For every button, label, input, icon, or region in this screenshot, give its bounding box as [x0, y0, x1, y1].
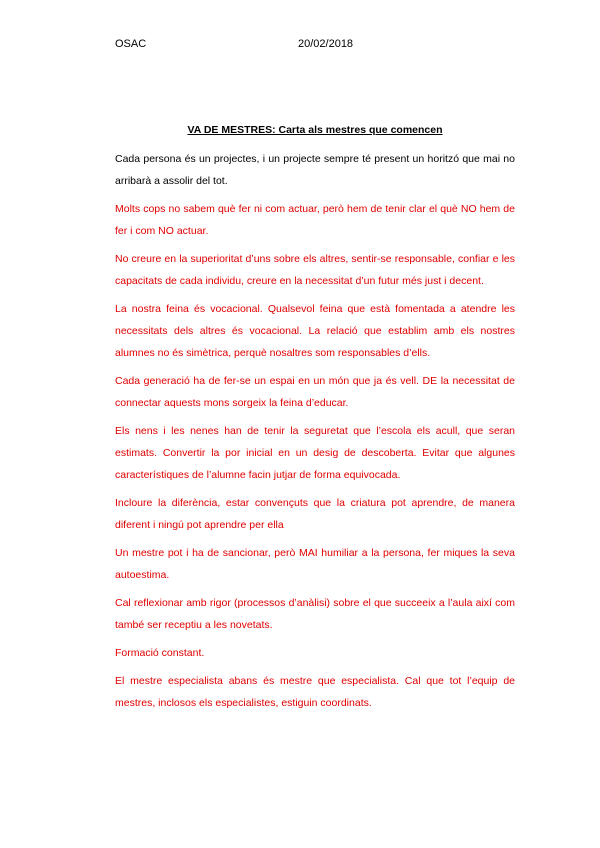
- document-body: [115, 148, 515, 720]
- paragraph-7: Un mestre pot i ha de sancionar, però MAI humiliar a la persona, fer miques la seva autoestima.: [115, 547, 515, 581]
- header-date: 20/02/2018: [298, 38, 354, 50]
- intro-paragraph: Cada persona és un projectes, i un projecte sempre té present un horitzó que mai no arribarà a assolir del tot.: [115, 153, 515, 187]
- paragraph-1: Molts cops no sabem què fer ni com actuar, però hem de tenir clar el què NO hem de fer i com NO actuar.: [115, 203, 515, 237]
- paragraph-10: El mestre especialista abans és mestre que especialista. Cal que tot l’equip de mestres, inclosos els especialistes, estiguin coordinats.: [115, 675, 515, 709]
- header-author: OSAC: [115, 38, 147, 50]
- paragraph-6: Incloure la diferència, estar convençuts que la criatura pot aprendre, de manera diferent i ningú pot aprendre per ella: [115, 497, 515, 531]
- document-title: VA DE MESTRES: Carta als mestres que comencen: [187, 124, 443, 136]
- paragraph-3: La nostra feina és vocacional. Qualsevol feina que està fomentada a atendre les necessitats dels altres és vocacional. La relació que establim amb els nostres alumnes no és simètrica, perquè nosaltres som responsables d’ells.: [115, 303, 515, 359]
- paragraph-8: Cal reflexionar amb rigor (processos d’anàlisi) sobre el que succeeix a l’aula així com també ser receptiu a les novetats.: [115, 597, 515, 631]
- paragraph-2: No creure en la superioritat d’uns sobre els altres, sentir-se responsable, confiar e les capacitats de cada individu, creure en la necessitat d’un futur més just i decent.: [115, 253, 515, 287]
- paragraph-4: Cada generació ha de fer-se un espai en un món que ja és vell. DE la necessitat de connectar aquests mons sorgeix la feina d’educar.: [115, 375, 515, 409]
- paragraph-9: Formació constant.: [115, 647, 205, 659]
- paragraph-5: Els nens i les nenes han de tenir la seguretat que l’escola els acull, que seran estimats. Convertir la por inicial en un desig de descoberta. Evitar que algunes característiques de l’alumne facin jutjar de forma equivocada.: [115, 425, 515, 481]
